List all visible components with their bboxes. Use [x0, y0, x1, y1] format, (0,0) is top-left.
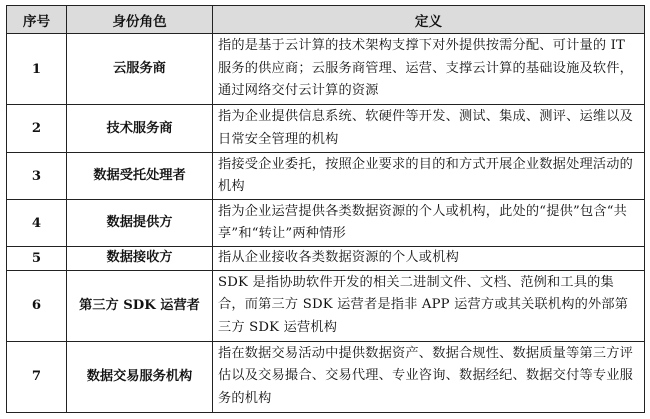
table-row: [7, 247, 645, 271]
row-role: 数据接收方: [67, 247, 213, 271]
row-definition: 指接受企业委托，按照企业要求的目的和方式开展企业数据处理活动的机构: [213, 153, 645, 200]
roles-definition-table: [6, 5, 645, 413]
row-definition: SDK 是指协助软件开发的相关二进制文件、文档、范例和工具的集合，而第三方 SDK 运营者是指非 APP 运营方或其关联机构的外部第三方 SDK 运营机构: [213, 270, 645, 341]
row-number: 5: [7, 247, 67, 271]
table-row: [7, 34, 645, 105]
header-role: 身份角色: [67, 6, 213, 34]
table-row: [7, 105, 645, 153]
header-number: 序号: [7, 6, 67, 34]
row-definition: 指为企业运营提供各类数据资源的个人或机构，此处的“提供”包含“共享”和“转让”两种情形: [213, 200, 645, 247]
row-role: 技术服务商: [67, 105, 213, 153]
table-row: [7, 270, 645, 341]
row-number: 1: [7, 34, 67, 105]
row-number: 7: [7, 341, 67, 412]
row-role: 云服务商: [67, 34, 213, 105]
row-definition: 指为企业提供信息系统、软硬件等开发、测试、集成、测评、运维以及日常安全管理的机构: [213, 105, 645, 153]
table-row: [7, 200, 645, 247]
row-definition: 指在数据交易活动中提供数据资产、数据合规性、数据质量等第三方评估以及交易撮合、交易代理、专业咨询、数据经纪、数据交付等专业服务的机构: [213, 341, 645, 412]
row-role: 第三方 SDK 运营者: [67, 270, 213, 341]
row-number: 4: [7, 200, 67, 247]
row-number: 3: [7, 153, 67, 200]
row-number: 6: [7, 270, 67, 341]
row-definition: 指的是基于云计算的技术架构支撑下对外提供按需分配、可计量的 IT 服务的供应商；云服务商管理、运营、支撑云计算的基础设施及软件，通过网络交付云计算的资源: [213, 34, 645, 105]
row-definition: 指从企业接收各类数据资源的个人或机构: [213, 247, 645, 271]
table-row: [7, 341, 645, 412]
table-header: [7, 6, 645, 34]
row-role: 数据提供方: [67, 200, 213, 247]
row-role: 数据受托处理者: [67, 153, 213, 200]
row-number: 2: [7, 105, 67, 153]
header-definition: 定义: [213, 6, 645, 34]
row-role: 数据交易服务机构: [67, 341, 213, 412]
table-row: [7, 153, 645, 200]
